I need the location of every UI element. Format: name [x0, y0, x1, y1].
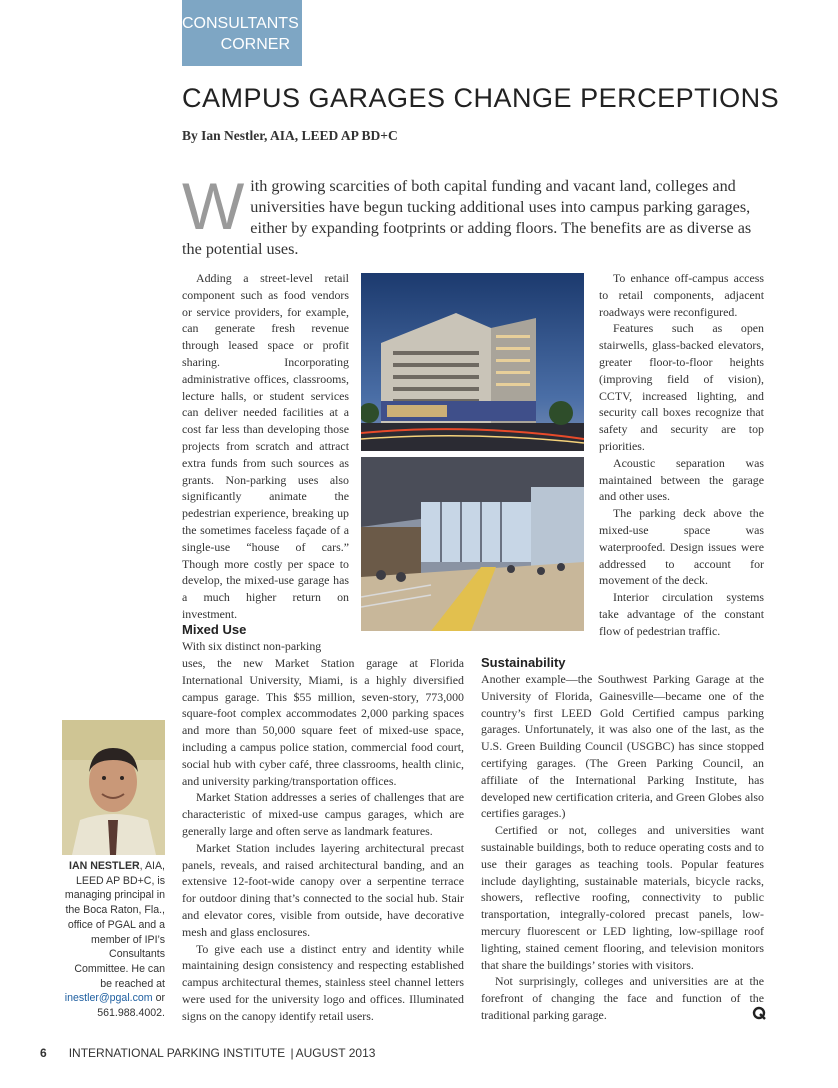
paragraph: To give each use a distinct entry and identity while maintaining design consistency and respecting established campus architectural themes, stainless steel channel letters were used for the university logo and offices. Illuminated signs on the canopy identify retail users.: [182, 941, 464, 1023]
intro-paragraph: [182, 169, 766, 260]
bio-text: , AIA, LEED AP BD+C, is managing principal in the Boca Raton, Fla., office of PGAL and a member of IPI’s Consultants Committee. He can be reached at: [64, 860, 165, 990]
author-headshot: [62, 720, 165, 855]
paragraph: Features such as open stairwells, glass-backed elevators, greater floor-to-floor heights (improving field of vision), CCTV, increased lighting, and security call boxes recognize that safety and security are top priorities.: [599, 321, 764, 453]
paragraph: To enhance off-campus access to retail components, adjacent roadways were reconfigured.: [599, 271, 764, 319]
paragraph: The parking deck above the mixed-use space was waterproofed. Design issues were addressed to account for movement of the deck.: [599, 506, 764, 588]
paragraph: Interior circulation systems take advantage of the constant flow of pedestrian traffic.: [599, 590, 764, 638]
left-column-wide: [182, 655, 464, 1025]
section-tab-line1: CONSULTANTS: [182, 15, 299, 32]
bio-or: or: [152, 992, 165, 1005]
paragraph: Certified or not, colleges and universities want sustainable buildings, both to reduce operating costs and to use their garages as teaching tools. Popular features include daylighting, sustainable materials, bicycle racks, showers, reflective roofing, connectivity to public transportation, integrally-colored precast panels, low-mercury fluorescent or LED lighting, low-spillage roof lighting, stained cement flooring, and television monitors that share the buildings’ stories with visitors.: [481, 823, 764, 972]
author-name: IAN NESTLER: [69, 860, 140, 872]
section-tab: [182, 0, 302, 66]
heading-sustainability: Sustainability: [481, 655, 566, 670]
author-bio: [60, 859, 165, 1021]
paragraph: uses, the new Market Station garage at Florida International University, Miami, is a highly diversified campus garage. This $55 million, seven-story, 773,000 square-foot complex accommodates 2,000 parking spaces and more than 50,000 square feet of mixed-use space, including a campus police station, commercial food court, social hub with cyber café, three classrooms, health clinic, and university parking/transportation offices.: [182, 656, 464, 788]
paragraph: Market Station addresses a series of challenges that are characteristic of mixed-use campus garages, which are generally large and often serve as landmark features.: [182, 790, 464, 838]
footer-divider: |: [290, 1046, 294, 1060]
mixed-use-first-line: [182, 638, 349, 655]
drop-cap: W: [182, 169, 245, 243]
garage-exterior-photo: [361, 273, 584, 451]
publication-name: INTERNATIONAL PARKING INSTITUTE: [68, 1046, 286, 1060]
section-tab-line2: CORNER: [220, 36, 290, 53]
paragraph-start: With six distinct non-parking: [182, 639, 322, 653]
heading-mixed-use: Mixed Use: [182, 622, 247, 637]
paragraph: Market Station includes layering architectural precast panels, reveals, and raised architectural banding, and an extensive 12-foot-wide canopy over a serpentine terrace for outdoor dining that’s connected to the social hub. Stair and elevator cores, visible from outside, have decorative mesh and glass enclosures.: [182, 840, 464, 939]
end-mark-icon: [752, 1005, 766, 1019]
right-column-top: [599, 270, 764, 640]
paragraph: Not surprisingly, colleges and universities are at the forefront of changing the face and function of the traditional parking garage.: [481, 974, 764, 1022]
author-email-link[interactable]: inestler@pgal.com: [64, 992, 153, 1005]
paragraph: Another example—the Southwest Parking Garage at the University of Florida, Gainesville—became one of the country’s first LEED Gold Certified campus parking garages. Unfortunately, it was also one of the last, as the U.S. Green Building Council (USGBC) has since stopped certifying garages. (The Green Parking Council, an affiliate of the International Parking Institute, has developed new certification criteria, and Green Globes also certifies garages.): [481, 672, 764, 821]
page-footer: [40, 1046, 375, 1060]
byline: By Ian Nestler, AIA, LEED AP BD+C: [182, 128, 398, 143]
paragraph: Adding a street-level retail component such as food vendors or service providers, for example, can generate fresh revenue through leased space or profit sharing. Incorporating administrative offices, classrooms, lecture halls, or student services can deliver needed facilities at a cost far less than developing those projects from scratch and attract extra funds from such sources as grants. Non-parking uses also significantly animate the pedestrian experience, breaking up the sometimes faceless façade of a single-use “house of cars.” Though more costly per space to develop, the mixed-use garage has a much higher return on investment.: [182, 271, 349, 621]
article-title: CAMPUS GARAGES CHANGE PERCEPTIONS: [182, 83, 780, 113]
food-court-photo: [361, 457, 584, 631]
right-column-wide: [481, 671, 764, 1024]
author-phone: 561.988.4002.: [97, 1007, 165, 1020]
intro-text: ith growing scarcities of both capital funding and vacant land, colleges and universities have begun tucking additional uses into campus parking garages, either by expanding footprints or adding floors. The benefits are as diverse as the potential uses.: [182, 177, 752, 258]
left-column-top: [182, 270, 349, 623]
page-number: 6: [40, 1046, 47, 1060]
issue-date: AUGUST 2013: [295, 1046, 376, 1060]
paragraph: Acoustic separation was maintained between the garage and other uses.: [599, 455, 764, 504]
